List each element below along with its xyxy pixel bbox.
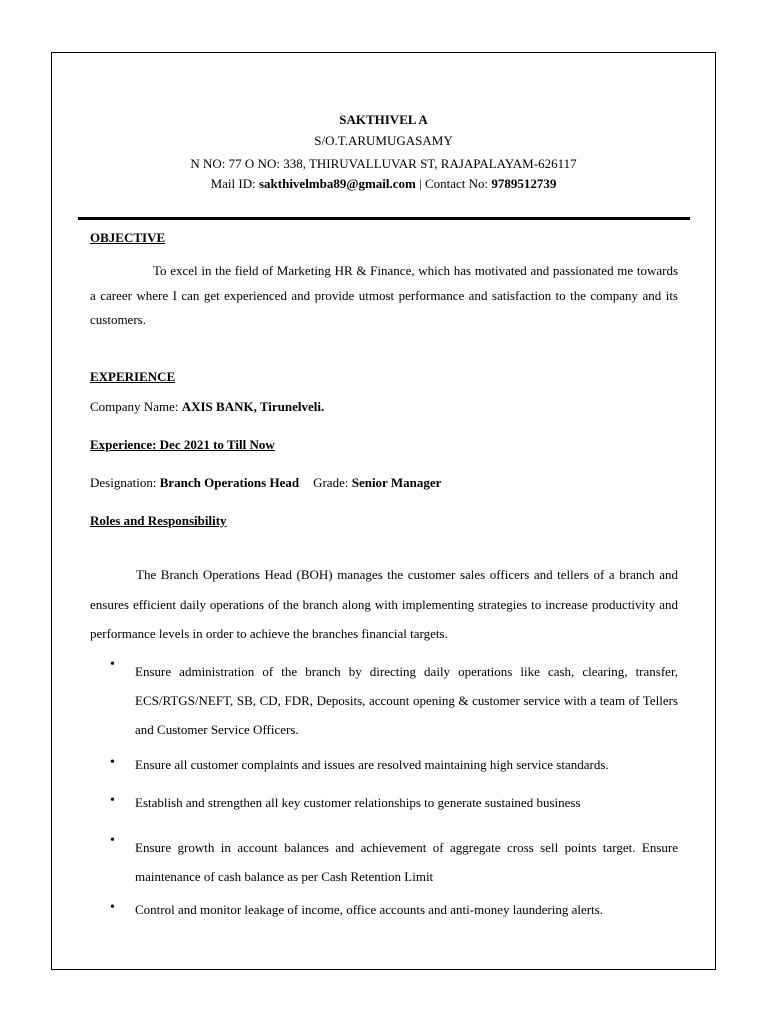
bullet-marker: • <box>110 657 115 672</box>
contact-separator: | <box>415 176 425 191</box>
company-label: Company Name: <box>90 399 182 414</box>
list-item: Control and monitor leakage of income, office accounts and anti-money laundering alerts. <box>135 902 603 917</box>
experience-period: Experience: Dec 2021 to Till Now <box>90 437 275 452</box>
designation-value: Branch Operations Head <box>159 475 300 490</box>
list-item: Establish and strengthen all key customer relationships to generate sustained business <box>135 795 581 810</box>
bullet-marker: • <box>110 833 115 848</box>
objective-text: To excel in the field of Marketing HR & Finance, which has motivated and passionated me towards a career where I can get experienced and provide utmost performance and satisfaction to the company and its customers. <box>90 263 678 327</box>
bullet-marker: • <box>110 755 115 770</box>
grade-label: Grade: <box>313 475 352 490</box>
roles-intro: The Branch Operations Head (BOH) manages the customer sales officers and tellers of a branch and ensures efficient daily operations of the branch along with implementing strategies to increase productivity and performance levels in order to achieve the branches financial targets. <box>90 567 678 641</box>
mail-label: Mail ID: <box>210 176 259 191</box>
bullet-marker: • <box>110 793 115 808</box>
grade-value: Senior Manager <box>351 475 442 490</box>
parent-line: S/O.T.ARUMUGASAMY <box>314 133 453 148</box>
phone-number: 9789512739 <box>491 176 557 191</box>
experience-heading: EXPERIENCE <box>90 369 176 384</box>
candidate-name: SAKTHIVEL A <box>339 112 428 127</box>
list-item: Ensure administration of the branch by directing daily operations like cash, clearing, transfer, ECS/RTGS/NEFT, SB, CD, FDR, Deposits, account opening & customer service with a team of Tellers and Customer Service Officers. <box>135 664 678 737</box>
designation-line <box>90 475 441 491</box>
objective-heading: OBJECTIVE <box>90 230 166 245</box>
bullet-marker: • <box>110 900 115 915</box>
email-address[interactable]: sakthivelmba89@gmail.com <box>258 176 416 191</box>
company-line <box>90 399 324 415</box>
contact-line <box>52 176 715 192</box>
roles-heading: Roles and Responsibility <box>90 513 227 528</box>
list-item: Ensure all customer complaints and issues are resolved maintaining high service standards. <box>135 757 609 772</box>
list-item: Ensure growth in account balances and achievement of aggregate cross sell points target. Ensure maintenance of cash balance as per Cash Retention Limit <box>135 840 678 884</box>
address-line: N NO: 77 O NO: 338, THIRUVALLUVAR ST, RAJAPALAYAM-626117 <box>190 156 577 171</box>
contact-label: Contact No: <box>424 176 492 191</box>
header-divider <box>78 217 690 220</box>
company-name: AXIS BANK, Tirunelveli. <box>181 399 325 414</box>
resume-page <box>51 52 716 970</box>
designation-label: Designation: <box>90 475 160 490</box>
